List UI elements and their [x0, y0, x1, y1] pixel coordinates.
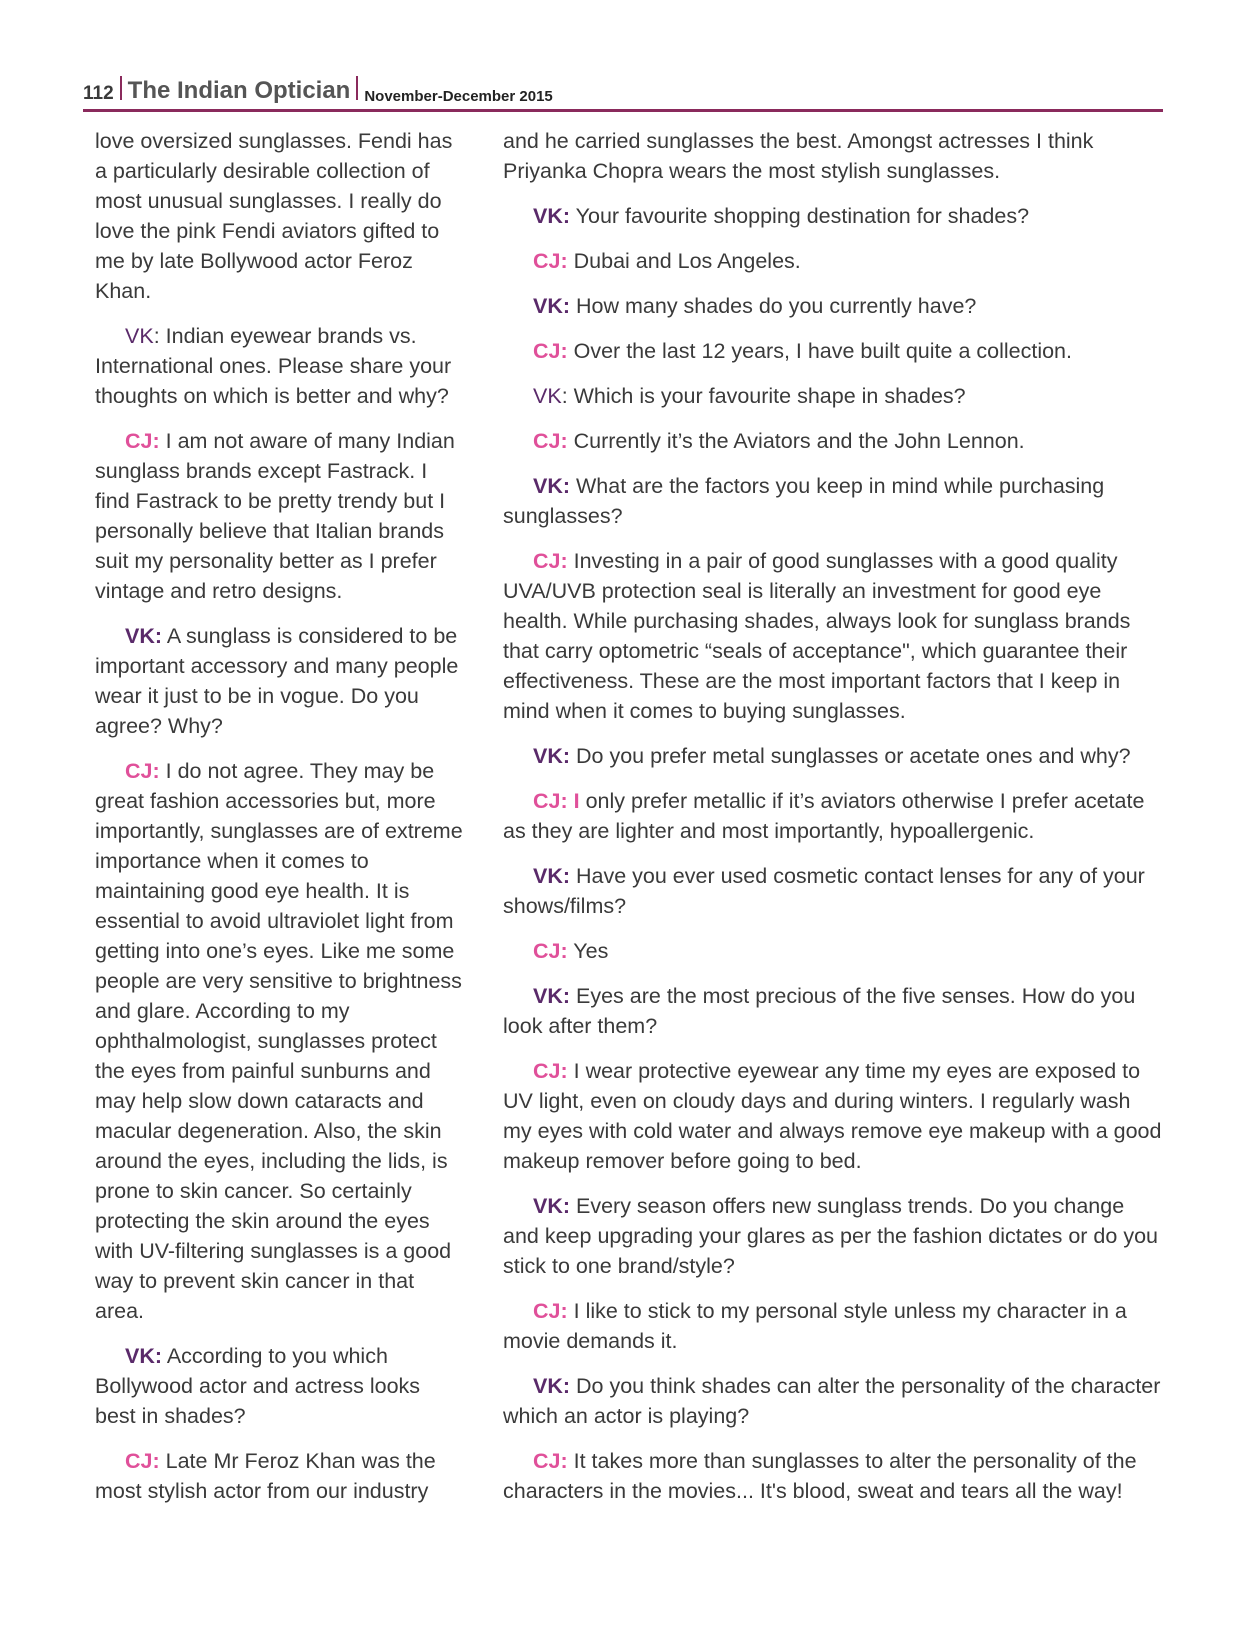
paragraph-text: It takes more than sunglasses to alter the personality of the characters in the movies... It's blood, sweat and tears all the way! [503, 1449, 1137, 1503]
header-divider [120, 76, 122, 100]
answer-paragraph [503, 786, 1163, 846]
question-paragraph [95, 621, 465, 741]
paragraph-text: What are the factors you keep in mind while purchasing sunglasses? [503, 474, 1105, 528]
answer-paragraph [503, 426, 1163, 456]
paragraph-text: Eyes are the most precious of the five senses. How do you look after them? [503, 984, 1136, 1038]
speaker-label: VK: [533, 1374, 571, 1398]
paragraph-text: How many shades do you currently have? [570, 294, 977, 318]
speaker-label: CJ: I [533, 789, 580, 813]
paragraph-text: I wear protective eyewear any time my eyes are exposed to UV light, even on cloudy days and during winters. I regularly wash my eyes with cold water and always remove eye makeup with a good makeup remover before going to bed. [503, 1059, 1162, 1173]
speaker-label: VK: [125, 1344, 163, 1368]
answer-paragraph [95, 426, 465, 606]
speaker-label: VK [125, 324, 154, 348]
paragraph-text: A sunglass is considered to be important accessory and many people wear it just to be in vogue. Do you agree? Why? [95, 624, 459, 738]
paragraph-text: Late Mr Feroz Khan was the most stylish actor from our industry [95, 1449, 436, 1503]
header-divider [356, 76, 358, 100]
speaker-label: CJ: [533, 339, 568, 363]
paragraph-text: Do you think shades can alter the personality of the character which an actor is playing? [503, 1374, 1161, 1428]
speaker-label: VK: [533, 204, 571, 228]
speaker-label: CJ: [533, 1059, 568, 1083]
paragraph: and he carried sunglasses the best. Amongst actresses I think Priyanka Chopra wears the most stylish sunglasses. [503, 129, 1094, 183]
right-column [503, 126, 1163, 1521]
paragraph-text: Your favourite shopping destination for shades? [570, 204, 1030, 228]
speaker-label: VK: [125, 624, 163, 648]
answer-paragraph [95, 756, 465, 1326]
question-paragraph [503, 741, 1163, 771]
answer-paragraph [503, 336, 1163, 366]
answer-paragraph [503, 1056, 1163, 1176]
paragraph-text: I like to stick to my personal style unless my character in a movie demands it. [503, 1299, 1127, 1353]
question-paragraph [503, 381, 1163, 411]
speaker-label: CJ: [125, 429, 160, 453]
question-paragraph [503, 471, 1163, 531]
question-paragraph [503, 291, 1163, 321]
answer-paragraph [95, 1446, 465, 1506]
question-paragraph [503, 1191, 1163, 1281]
page-number: 112 [83, 83, 114, 104]
left-column [95, 126, 465, 1521]
answer-paragraph [503, 546, 1163, 726]
speaker-label: VK: [533, 294, 571, 318]
paragraph-text: Yes [567, 939, 609, 963]
question-paragraph [503, 861, 1163, 921]
speaker-label: CJ: [125, 1449, 160, 1473]
speaker-label: VK: [533, 864, 571, 888]
paragraph-text: Investing in a pair of good sunglasses with a good quality UVA/UVB protection seal is literally an investment for good eye health. While purchasing shades, always look for sunglass brands that carry optometric “seals of acceptance", which guarantee their effectiveness. These are the most important factors that I keep in mind when it comes to buying sunglasses. [503, 549, 1131, 723]
paragraph-text: : Indian eyewear brands vs. International ones. Please share your thoughts on which is better and why? [95, 324, 452, 408]
speaker-label: VK: [533, 744, 571, 768]
paragraph-text: According to you which Bollywood actor and actress looks best in shades? [95, 1344, 421, 1428]
paragraph-text: I am not aware of many Indian sunglass brands except Fastrack. I find Fastrack to be pretty trendy but I personally believe that Italian brands suit my personality better as I prefer vintage and retro designs. [95, 429, 455, 603]
paragraph-text: Currently it’s the Aviators and the John Lennon. [567, 429, 1025, 453]
answer-paragraph [503, 1446, 1163, 1506]
speaker-label: VK [533, 384, 562, 408]
speaker-label: VK: [533, 984, 571, 1008]
answer-paragraph [503, 936, 1163, 966]
speaker-label: CJ: [533, 249, 568, 273]
answer-paragraph [503, 246, 1163, 276]
paragraph: love oversized sunglasses. Fendi has a particularly desirable collection of most unusual sunglasses. I really do love the pink Fendi aviators gifted to me by late Bollywood actor Feroz Khan. [95, 129, 453, 303]
paragraph-text: Dubai and Los Angeles. [567, 249, 801, 273]
paragraph-text: Every season offers new sunglass trends. Do you change and keep upgrading your glares as per the fashion dictates or do you stick to one brand/style? [503, 1194, 1158, 1278]
paragraph-text: only prefer metallic if it’s aviators otherwise I prefer acetate as they are lighter and most importantly, hypoallergenic. [503, 789, 1145, 843]
paragraph-text: I do not agree. They may be great fashion accessories but, more importantly, sunglasses are of extreme importance when it comes to maintaining good eye health. It is essential to avoid ultraviolet light from getting into one’s eyes. Like me some people are very sensitive to brightness and glare. According to my ophthalmologist, sunglasses protect the eyes from painful sunburns and may help slow down cataracts and macular degeneration. Also, the skin around the eyes, including the lids, is prone to skin cancer. So certainly protecting the skin around the eyes with UV-filtering sunglasses is a good way to prevent skin cancer in that area. [95, 759, 463, 1323]
running-header [83, 71, 1163, 112]
issue-date: November-December 2015 [364, 88, 553, 105]
magazine-title: The Indian Optician [127, 77, 351, 104]
question-paragraph [95, 321, 465, 411]
paragraph-text: : Which is your favourite shape in shades? [561, 384, 966, 408]
question-paragraph [95, 1341, 465, 1431]
paragraph-text: Have you ever used cosmetic contact lenses for any of your shows/films? [503, 864, 1145, 918]
paragraph-text: Over the last 12 years, I have built quite a collection. [567, 339, 1072, 363]
speaker-label: VK: [533, 474, 571, 498]
speaker-label: CJ: [125, 759, 160, 783]
question-paragraph [503, 1371, 1163, 1431]
speaker-label: CJ: [533, 939, 568, 963]
speaker-label: CJ: [533, 429, 568, 453]
question-paragraph [503, 201, 1163, 231]
speaker-label: CJ: [533, 1299, 568, 1323]
speaker-label: CJ: [533, 549, 568, 573]
speaker-label: VK: [533, 1194, 571, 1218]
question-paragraph [503, 981, 1163, 1041]
speaker-label: CJ: [533, 1449, 568, 1473]
paragraph-text: Do you prefer metal sunglasses or acetate ones and why? [570, 744, 1131, 768]
answer-paragraph [503, 1296, 1163, 1356]
